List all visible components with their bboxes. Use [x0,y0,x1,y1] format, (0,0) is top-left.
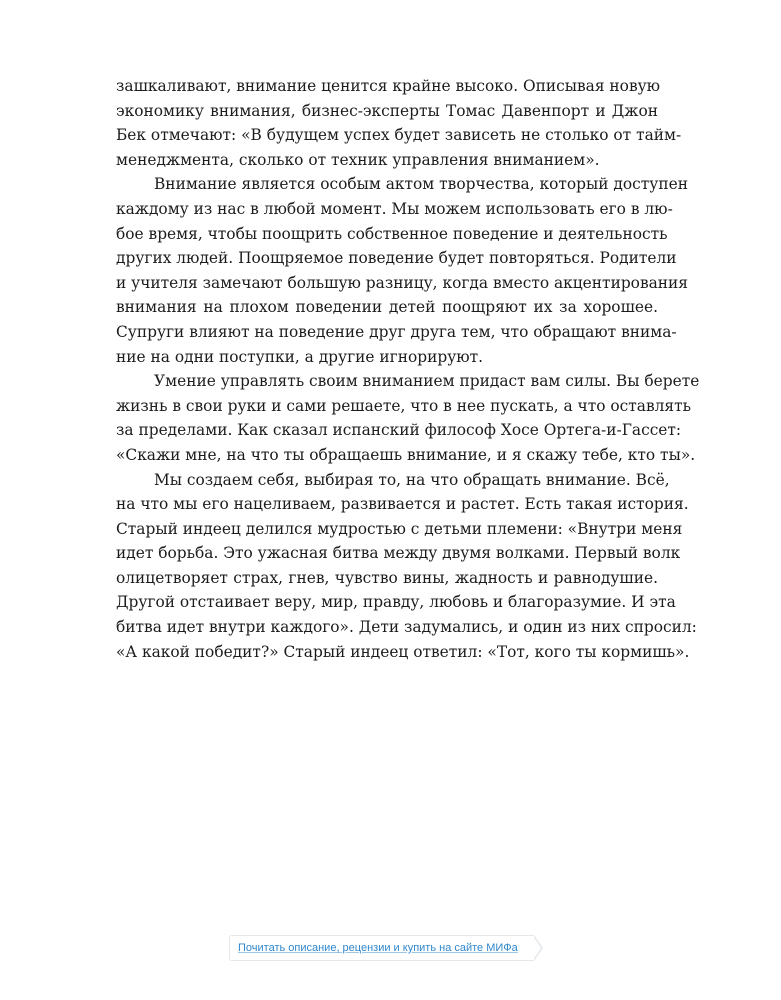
text-line: Старый индеец делился мудростью с детьми племени: «Внутри меня [116,519,683,538]
book-page-text [116,74,700,664]
text-line: бое время, чтобы поощрить собственное поведение и деятельность [116,224,668,243]
text-line: на что мы его нацеливаем, развивается и растет. Есть такая история. [116,495,689,514]
shop-link-label: Почитать описание, рецензии и купить на сайте МИФа [238,942,518,954]
text-line: олицетворяет страх, гнев, чувство вины, жадность и равнодушие. [116,568,658,587]
shop-link-button[interactable] [229,935,534,961]
text-line: Внимание является особым актом творчества, который доступен [154,175,688,194]
text-line: Умение управлять своим вниманием придаст вам силы. Вы берете [154,372,700,391]
text-line: Другой отстаивает веру, мир, правду, любовь и благоразумие. И эта [116,593,676,612]
text-line: битва идет внутри каждого». Дети задумались, и один из них спросил: [116,618,697,637]
text-line: других людей. Поощряемое поведение будет повторяться. Родители [116,249,677,268]
text-line: «Скажи мне, на что ты обращаешь внимание, и я скажу тебе, кто ты». [116,445,696,464]
text-line: ние на одни поступки, а другие игнорируют. [116,347,484,366]
text-line: Бек отмечают: «В будущем успех будет зависеть не столько от тайм- [116,126,682,145]
text-line: каждому из нас в любой момент. Мы можем использовать его в лю- [116,199,673,218]
text-line: идет борьба. Это ужасная битва между двумя волками. Первый волк [116,544,681,563]
text-line: жизнь в свои руки и сами решаете, что в нее пускать, а что оставлять [116,396,692,415]
text-line: за пределами. Как сказал испанский философ Хосе Ортега-и-Гассет: [116,421,682,440]
text-line: и учителя замечают большую разницу, когда вместо акцентирования [116,273,689,292]
text-line: зашкаливают, внимание ценится крайне высоко. Описывая новую [116,77,661,95]
arrow-tab-icon [534,935,543,961]
text-line: менеджмента, сколько от техник управления вниманием». [116,150,600,169]
text-line: Супруги влияют на поведение друг друга тем, что обращают внима- [116,322,677,341]
text-line: «А какой победит?» Старый индеец ответил: «Тот, кого ты кормишь». [116,642,690,661]
text-line: Мы создаем себя, выбирая то, на что обращать внимание. Всё, [154,470,670,489]
text-line: экономику внимания, бизнес-эксперты Томас Давенпорт и Джон [116,101,658,120]
text-line: внимания на плохом поведении детей поощряют их за хорошее. [116,298,658,317]
